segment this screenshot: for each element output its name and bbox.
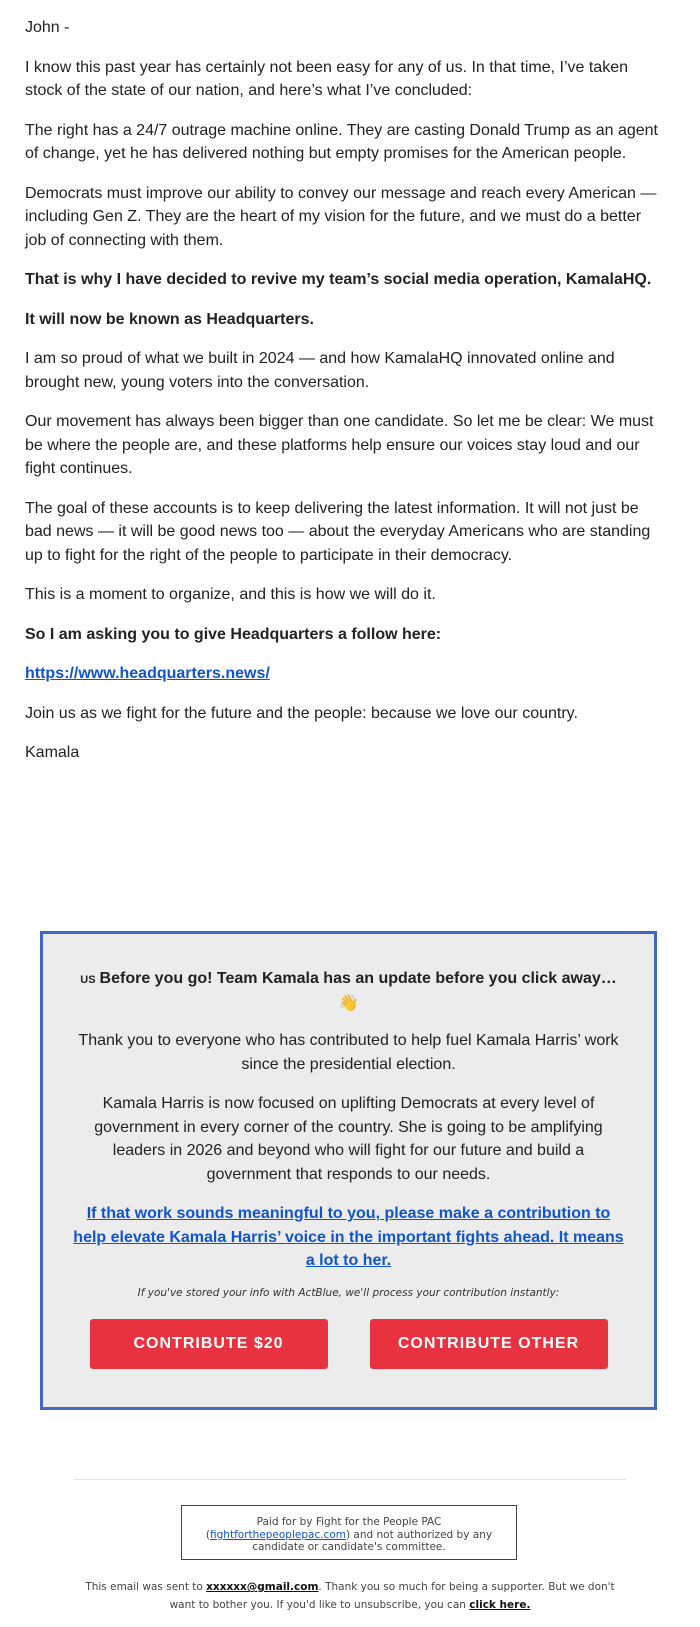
recipient-email: xxxxxx@gmail.com (206, 1581, 319, 1593)
email-footer (74, 1578, 626, 1614)
box-headline-text: Before you go! Team Kamala has an update before you click away… (99, 970, 617, 987)
footer-pre: This email was sent to (85, 1581, 207, 1593)
box-body-2: Kamala Harris is now focused on uplifting Democrats at every level of government in every corner of the country. She is going to be amplifying leaders in 2026 and beyond who will fight for our future and build a government that responds to our needs. (94, 1095, 603, 1183)
paragraph-10-bold: So I am asking you to give Headquarters a follow here: (25, 625, 442, 643)
button-row (69, 1319, 628, 1369)
paragraph-2: The right has a 24/7 outrage machine online. They are casting Donald Trump as an agent of change, yet he has delivered nothing but empty promises for the American people. (25, 121, 658, 162)
disclaimer-line-1: Paid for by Fight for the People PAC (256, 1516, 442, 1528)
paragraph-1: I know this past year has certainly not been easy for any of us. In that time, I’ve taken stock of the state of our nation, and here’s what I’ve concluded: (25, 58, 628, 99)
box-headline (69, 967, 628, 1016)
paragraph-4-bold: That is why I have decided to revive my team’s social media operation, KamalaHQ. (25, 271, 652, 288)
donation-box (40, 931, 657, 1410)
link-paragraph (25, 662, 660, 686)
paragraph-8: The goal of these accounts is to keep delivering the latest information. It will not just be bad news — it will be good news too — about the everyday Americans who are standing up to fight for the right of the people to participate in their democracy. (25, 499, 651, 564)
waving-hand-icon: 👋 (338, 995, 359, 1012)
pac-website-link[interactable]: fightforthepeoplepac.com (210, 1528, 346, 1541)
paragraph-3: Democrats must improve our ability to convey our message and reach every American — including Gen Z. They are the heart of my vision for the future, and we must do a better job of connecting with them. (25, 184, 657, 249)
greeting: John - (25, 19, 70, 36)
paragraph-11: Join us as we fight for the future and the people: because we love our country. (25, 704, 578, 722)
paid-for-disclaimer (181, 1505, 517, 1560)
box-body-1: Thank you to everyone who has contributed to help fuel Kamala Harris’ work since the presidential election. (78, 1032, 619, 1073)
unsubscribe-link[interactable]: click here. (469, 1599, 531, 1611)
paragraph-5-bold: It will now be known as Headquarters. (25, 310, 314, 328)
footer-mid: . Thank you so much for being a supporter. But we don't want to bother you. If you'd like to unsubscribe, you can (169, 1581, 615, 1611)
paragraph-7: Our movement has always been bigger than one candidate. So let me be clear: We must be where the people are, and these platforms help ensure our voices stay loud and our fight continues. (25, 413, 654, 477)
contribution-ask-link[interactable]: If that work sounds meaningful to you, please make a contribution to help elevate Kamala Harris’ voice in the important fights ahead. It means a lot to her. (73, 1205, 624, 1269)
actblue-note: If you've stored your info with ActBlue, we'll process your contribution instantly: (137, 1286, 560, 1299)
disclaimer-open-paren: ( (205, 1528, 211, 1541)
footer-divider (74, 1479, 626, 1480)
headquarters-link[interactable]: https://www.headquarters.news/ (25, 665, 270, 682)
us-flag-icon: US (80, 974, 96, 986)
contribute-other-button[interactable]: CONTRIBUTE OTHER (370, 1319, 608, 1369)
paragraph-9: This is a moment to organize, and this is how we will do it. (25, 586, 436, 603)
contribute-20-button[interactable]: CONTRIBUTE $20 (90, 1319, 328, 1369)
disclaimer-rest: ) and not authorized by any candidate or candidate's committee. (252, 1528, 493, 1553)
signature: Kamala (25, 744, 80, 761)
email-body (25, 16, 660, 781)
paragraph-6: I am so proud of what we built in 2024 — and how KamalaHQ innovated online and brought new, young voters into the conversation. (25, 350, 615, 391)
